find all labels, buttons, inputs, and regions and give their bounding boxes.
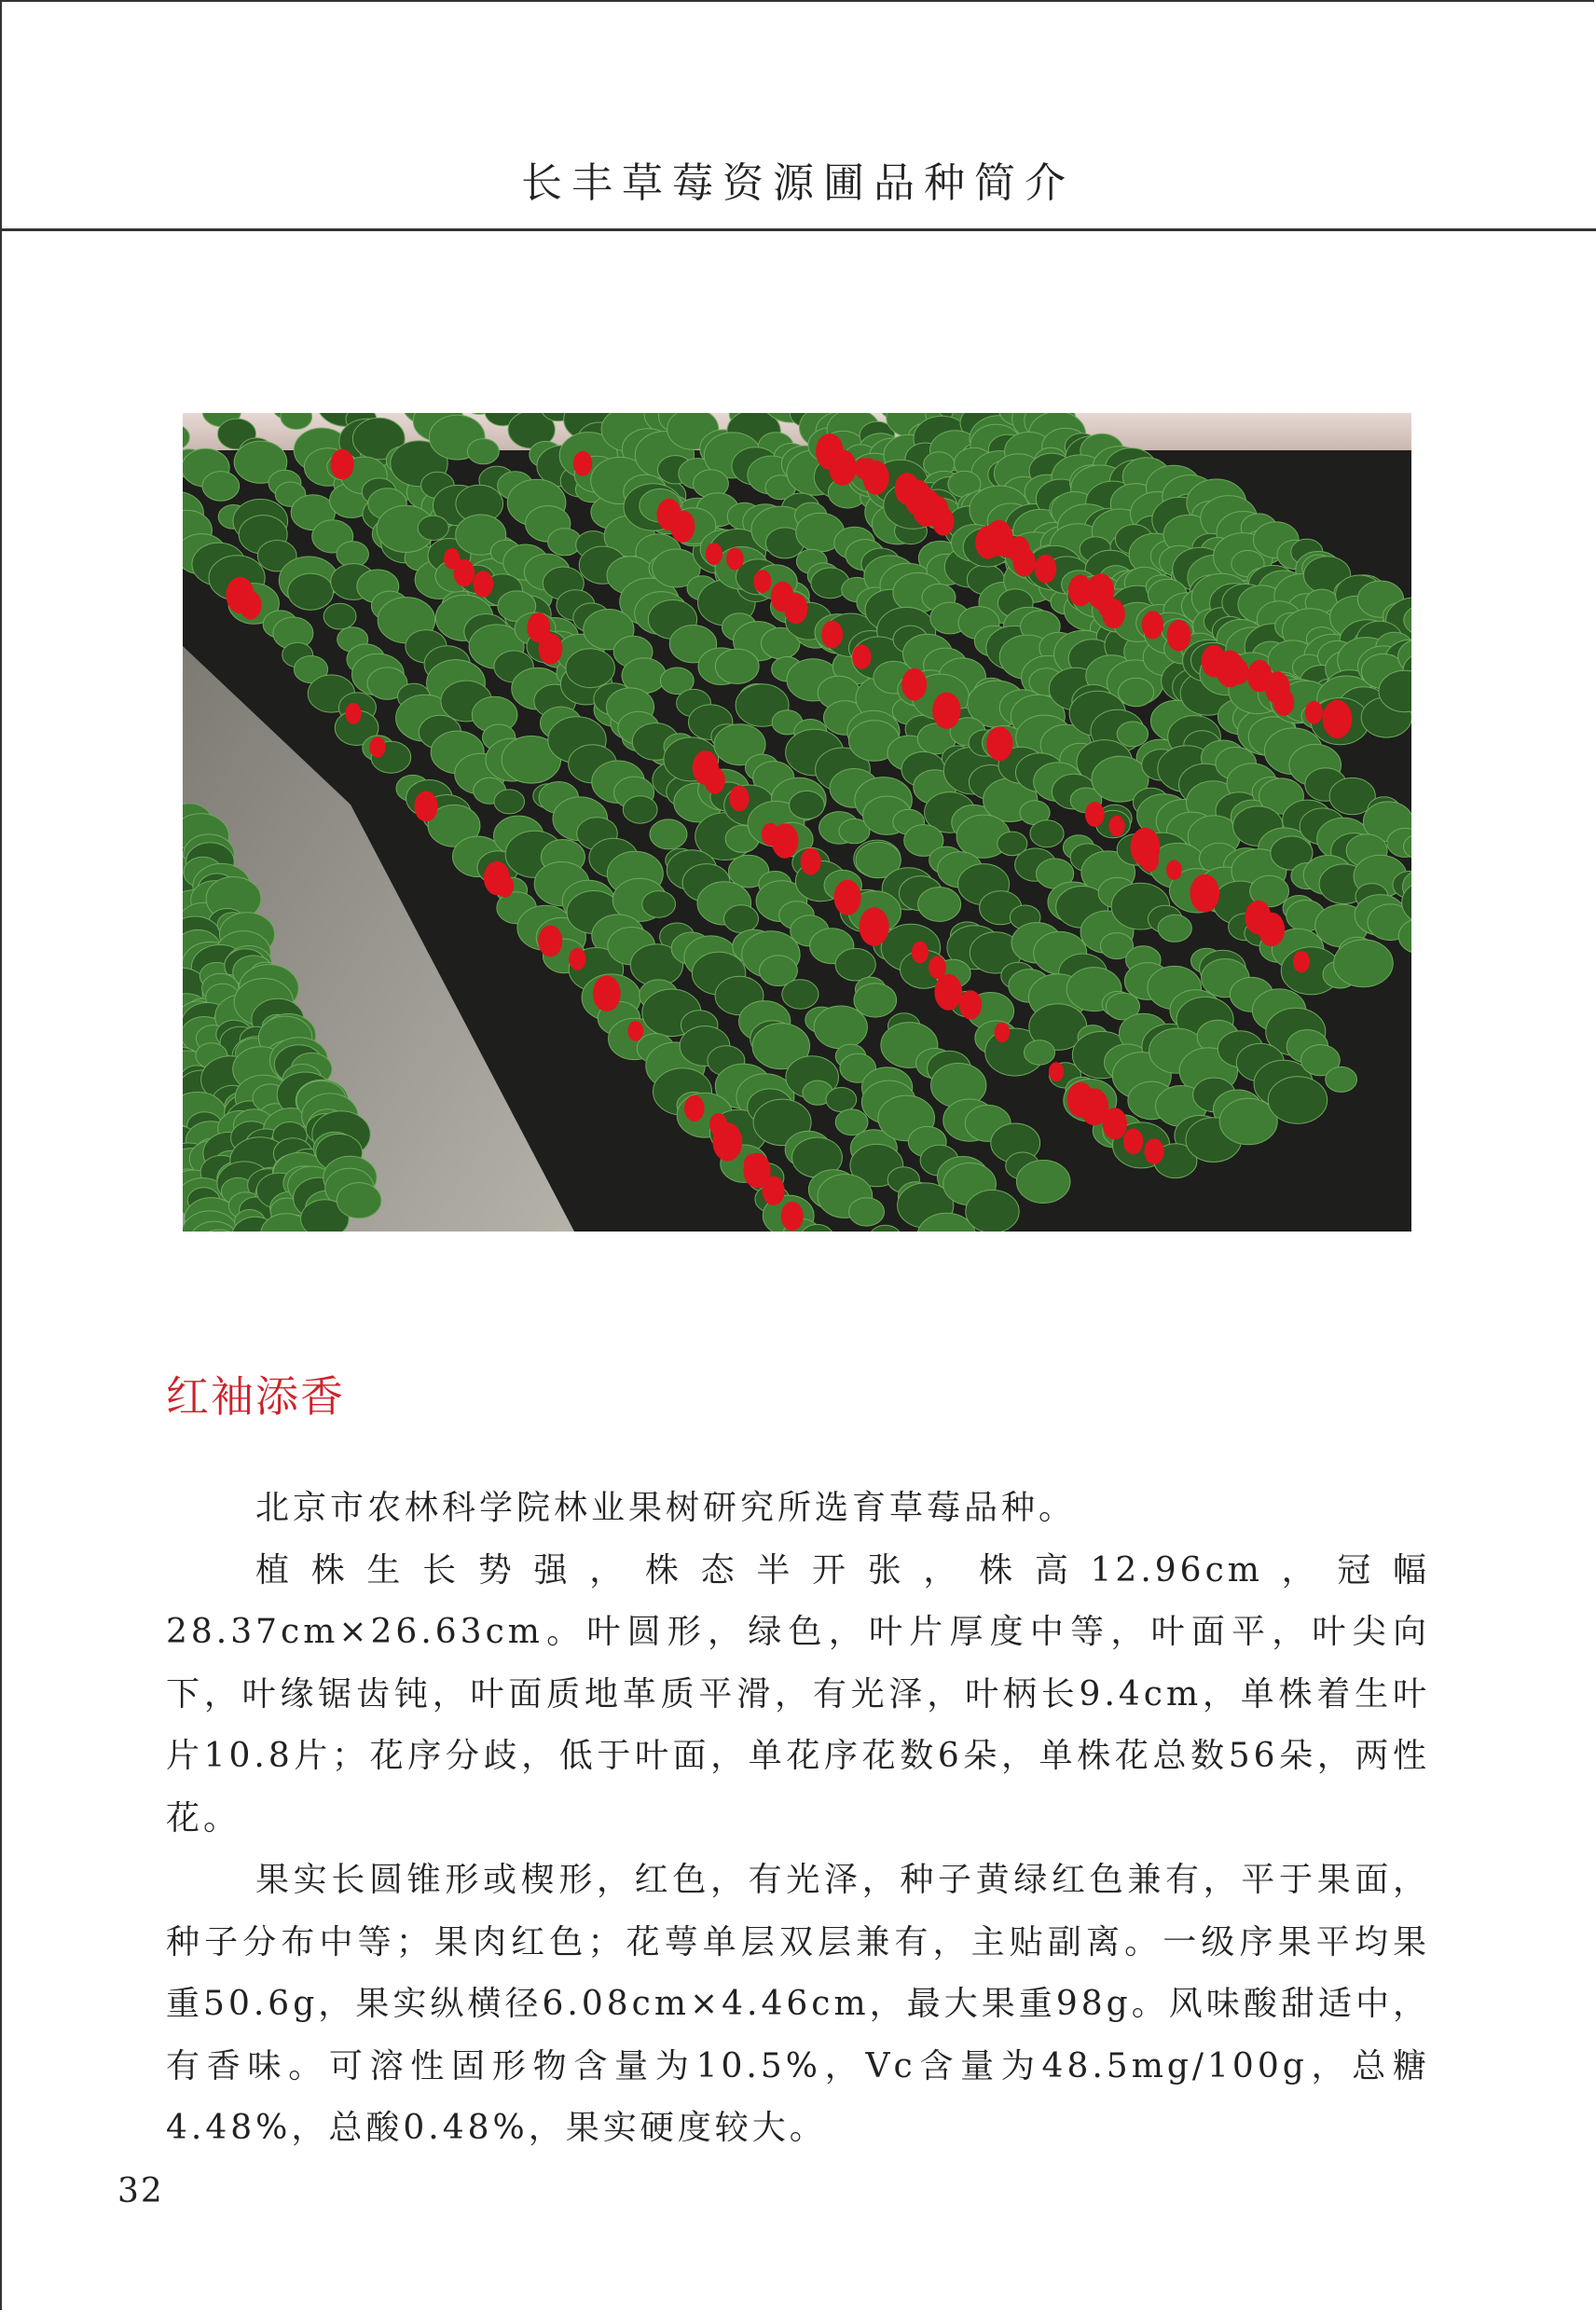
strawberry [852, 644, 871, 669]
leaf [1268, 1077, 1327, 1124]
running-header-title: 长丰草莓资源圃品种简介 [521, 159, 1075, 207]
paragraph-origin: 北京市农林科学院林业果树研究所选育草莓品种。 [255, 1489, 1077, 1527]
strawberry [801, 848, 821, 875]
strawberry-field-illustration [183, 413, 1411, 1232]
strawberry [1108, 816, 1124, 836]
strawberry [781, 1202, 804, 1231]
strawberry [726, 547, 744, 570]
leaf [835, 948, 875, 981]
strawberry [862, 461, 888, 495]
strawberry [729, 786, 749, 812]
strawberry [829, 449, 857, 486]
strawberry [1167, 620, 1191, 652]
strawberry [784, 594, 807, 625]
leaf [418, 516, 448, 540]
leaf [468, 439, 500, 464]
strawberry [331, 449, 354, 480]
leaf [1025, 1040, 1055, 1065]
leaf [814, 1006, 867, 1049]
leaf [918, 888, 961, 922]
leaf [337, 1183, 381, 1218]
paragraph-fruit-traits: 果实长圆锥形或楔形，红色，有光泽，种子黄绿红色兼有，平于果面，种子分布中等；果肉红色；花萼单层双层兼有，主贴副离。一级序果平均果重50.6g，果实纵横径6.08cm×4.46cm，最大果重98g。风味酸甜适中，有香味。可溶性固形物含量为10.5%，Vc含量为48.5mg/100g，总糖4.48%，总酸0.48%，果实硬度较大。 [166, 1861, 1430, 2147]
strawberry [454, 559, 475, 586]
strawberry [821, 621, 843, 649]
strawberry [1103, 1108, 1127, 1139]
leaf [966, 1190, 1019, 1232]
strawberry [1145, 1138, 1164, 1164]
leaf [494, 790, 525, 814]
strawberry [414, 791, 437, 822]
strawberry-field-photo [183, 413, 1411, 1232]
strawberry [1230, 659, 1249, 684]
strawberry [1141, 848, 1159, 872]
leaf [323, 603, 356, 629]
leaf [288, 573, 334, 610]
strawberry [712, 1122, 742, 1161]
leaf [1117, 722, 1148, 747]
strawberry [934, 974, 962, 1011]
strawberry [497, 874, 515, 897]
header-rule [0, 228, 1596, 231]
strawberry [240, 591, 261, 620]
strawberry [573, 451, 592, 476]
strawberry [593, 975, 621, 1012]
strawberry [473, 571, 493, 597]
strawberry [912, 942, 929, 964]
strawberry [1190, 874, 1220, 913]
leaf [650, 819, 687, 849]
leaf [1030, 820, 1064, 847]
strawberry [1305, 701, 1323, 724]
strawberry [1293, 951, 1310, 972]
leaf [566, 649, 614, 688]
strawberry [539, 633, 563, 665]
strawberry [1085, 802, 1105, 827]
strawberry [763, 1177, 785, 1205]
strawberry [995, 1023, 1011, 1043]
leaf [1326, 1067, 1357, 1092]
strawberry [1102, 599, 1125, 628]
leaf [849, 1198, 885, 1226]
strawberry [932, 507, 954, 535]
strawberry [569, 948, 585, 970]
strawberry [706, 543, 722, 565]
strawberry [345, 703, 361, 724]
variety-description [166, 1478, 1430, 2160]
leaf [623, 796, 657, 823]
leaf [1334, 940, 1394, 987]
leaf [826, 1088, 857, 1112]
leaf [642, 891, 676, 918]
leaf [782, 980, 819, 1009]
strawberry [1035, 555, 1057, 584]
strawberry [860, 907, 889, 945]
strawberry [1259, 913, 1285, 947]
strawberry [772, 823, 799, 859]
paragraph-plant-traits: 植株生长势强，株态半开张，株高12.96cm，冠幅28.37cm×26.63cm。叶圆形，绿色，叶片厚度中等，叶面平，叶尖向下，叶缘锯齿钝，叶面质地革质平滑，有光泽，叶柄长9.4cm，单株着生叶片10.8片；花序分歧，低于叶面，单花序花数6朵，单株花总数56朵，两性花。 [166, 1550, 1430, 1837]
strawberry [704, 767, 724, 794]
strawberry [1166, 860, 1182, 880]
variety-name-heading: 红袖添香 [166, 1371, 345, 1422]
leaf [1158, 915, 1191, 942]
strawberry [670, 511, 695, 543]
leaf [724, 905, 759, 933]
strawberry [753, 570, 771, 593]
leaf [854, 984, 897, 1017]
strawberry [1049, 1062, 1064, 1081]
strawberry [932, 693, 960, 729]
strawberry [1273, 689, 1294, 716]
leaf [1119, 678, 1154, 707]
strawberry [627, 1021, 643, 1041]
strawberry [369, 736, 385, 757]
strawberry [1323, 700, 1353, 738]
strawberry [834, 880, 861, 915]
strawberry [1123, 1128, 1143, 1154]
leaf [790, 791, 825, 819]
page-number: 32 [117, 2172, 164, 2210]
leaf [1016, 1161, 1070, 1204]
strawberry [1142, 611, 1163, 639]
leaf [202, 472, 240, 502]
leaf [715, 649, 759, 683]
strawberry [538, 926, 562, 957]
strawberry [684, 1095, 705, 1122]
strawberry [901, 668, 927, 701]
strawberry [1013, 547, 1036, 576]
strawberry [959, 990, 982, 1019]
strawberry [986, 726, 1012, 761]
